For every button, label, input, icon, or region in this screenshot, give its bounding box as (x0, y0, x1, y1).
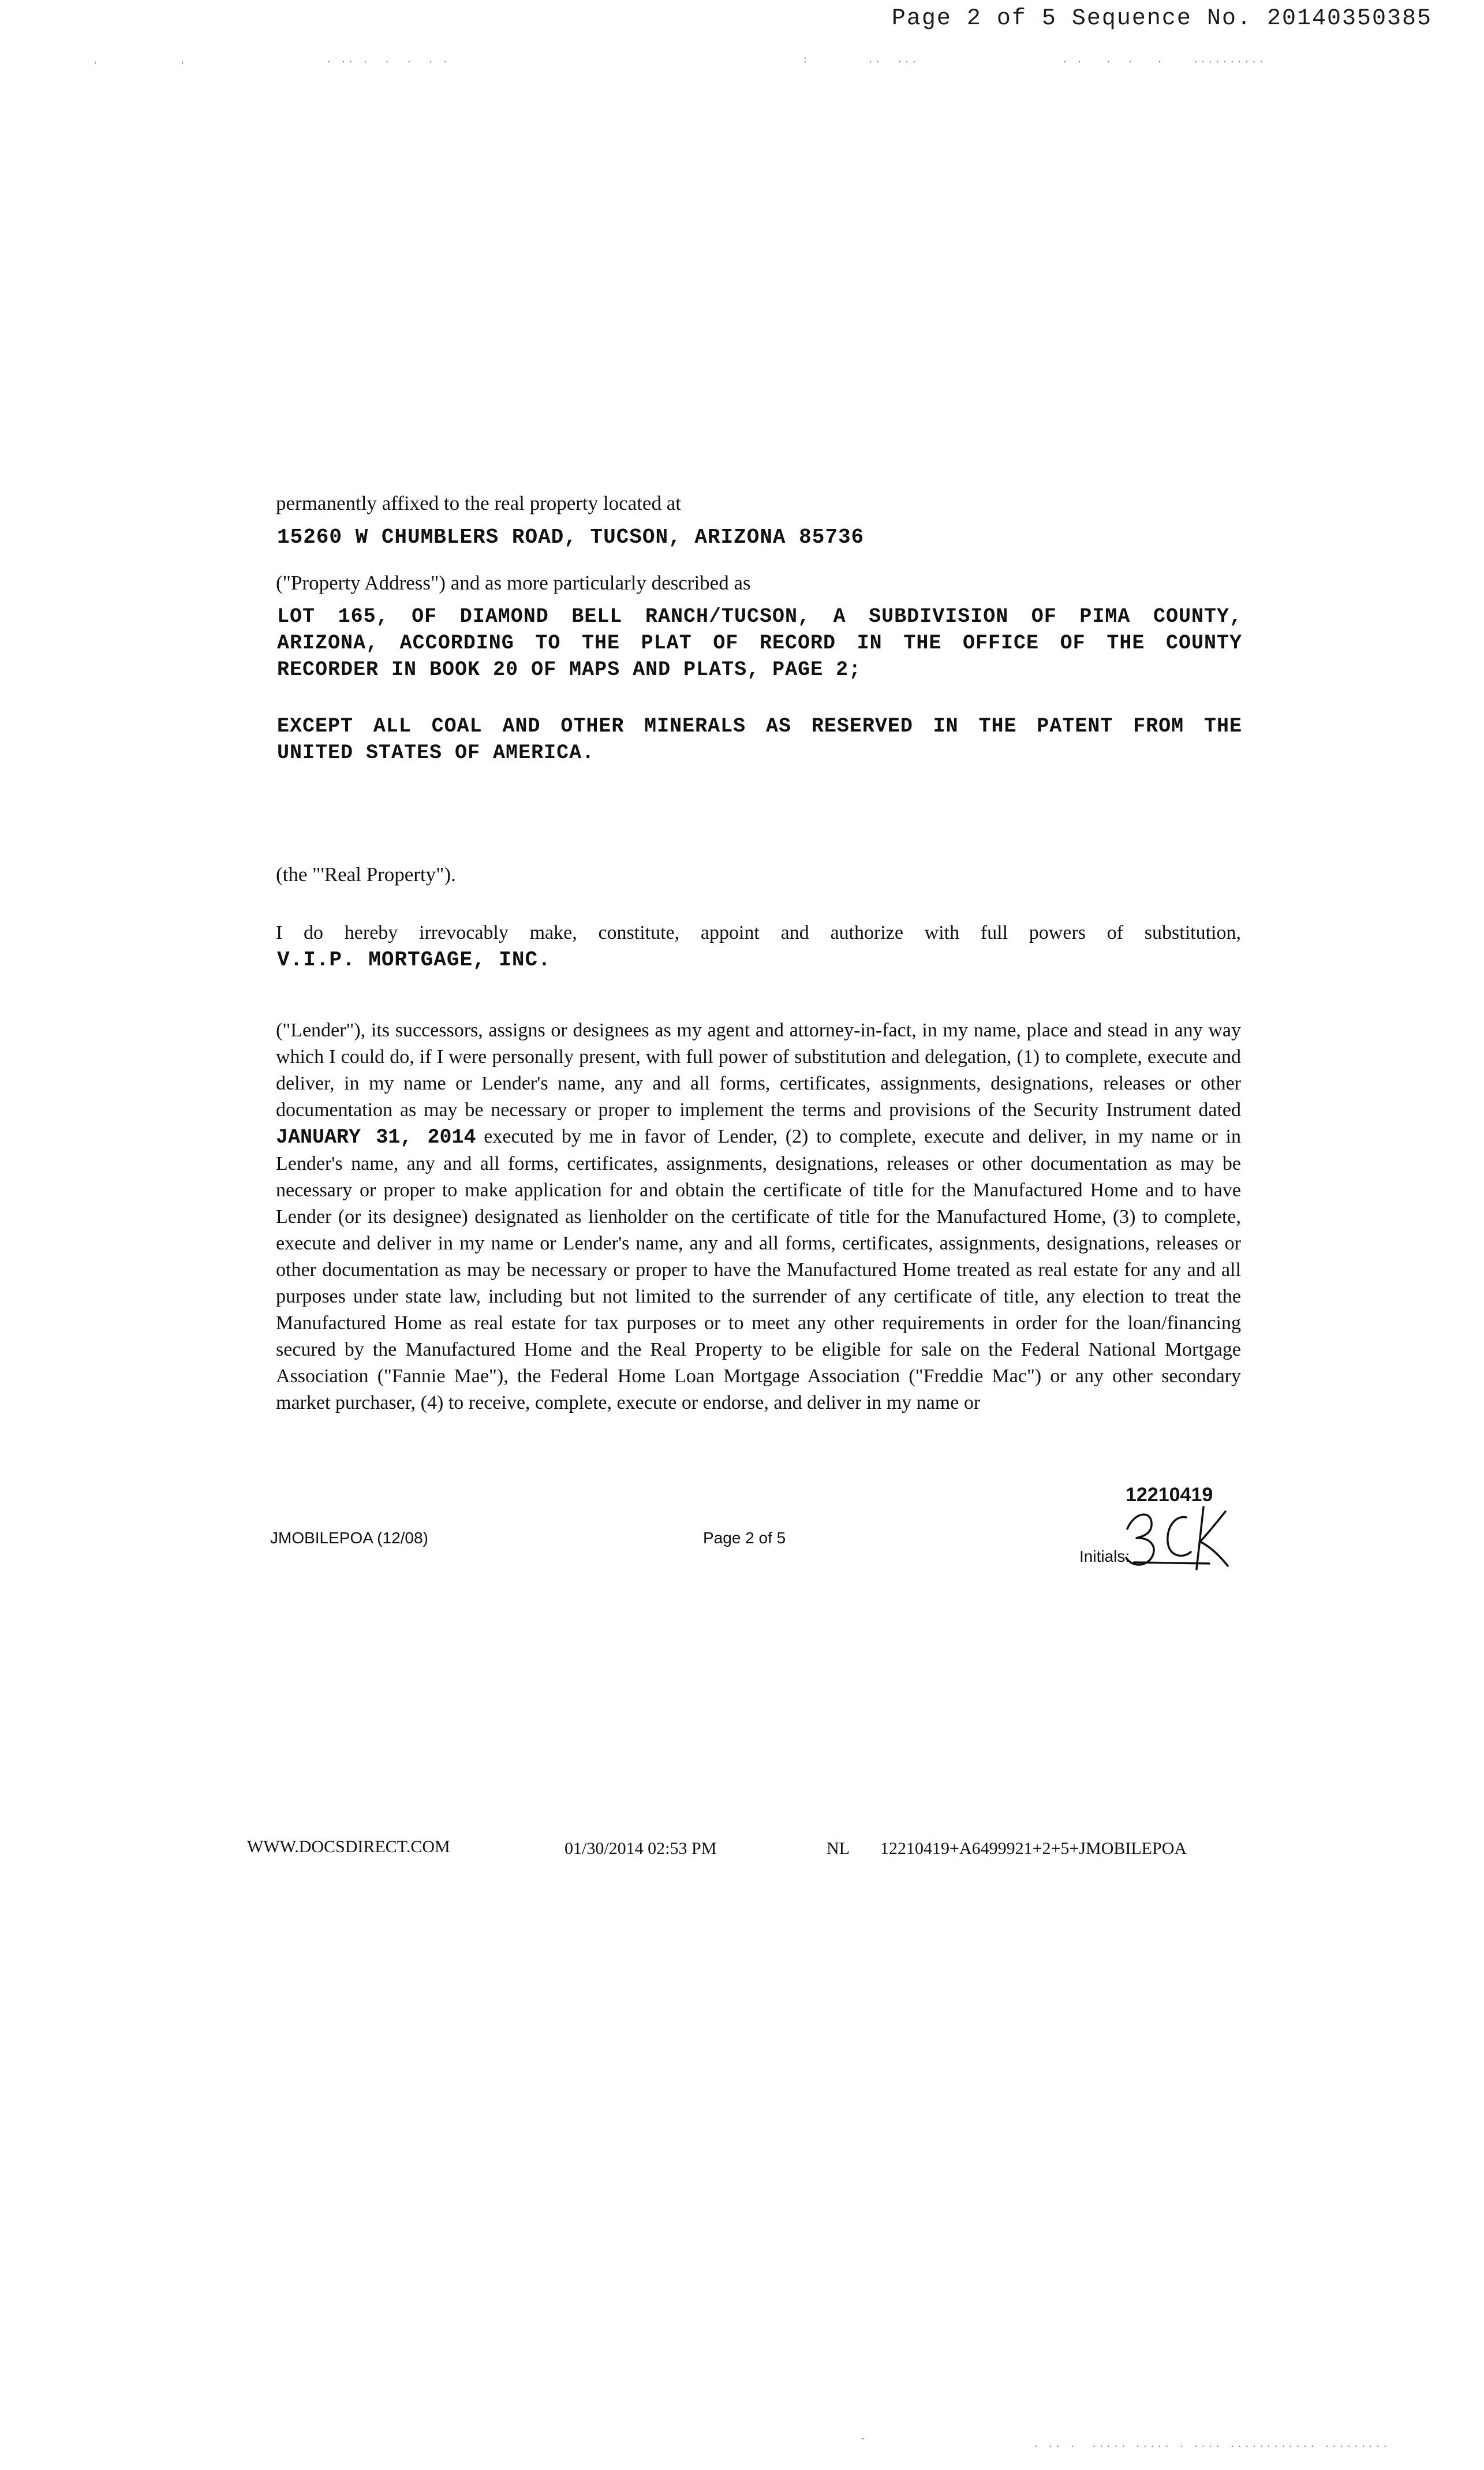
initials-signature (1123, 1501, 1232, 1573)
scan-artifact: ' ' (92, 61, 187, 71)
real-property-label: (the "'Real Property"). (276, 863, 456, 886)
footer-timestamp: 01/30/2014 02:53 PM (565, 1839, 717, 1858)
lender-name: V.I.P. MORTGAGE, INC. (277, 948, 551, 972)
initials-label: Initials: (1079, 1547, 1130, 1565)
appointment-text: I do hereby irrevocably make, constitute, appoint and authorize with full powers of substitution, (276, 922, 1241, 943)
scan-artifact: . .. . . . . . (326, 55, 450, 65)
scan-artifact: : .. ... (802, 55, 919, 65)
property-address-label: ("Property Address") and as more particularly described as (276, 572, 751, 594)
poa-body (276, 1017, 1241, 1416)
scan-artifact: . .. . ..... ..... . .... ............ ......... (1033, 2439, 1390, 2450)
form-id: JMOBILEPOA (12/08) (270, 1529, 428, 1547)
scan-artifact: - (860, 2434, 868, 2444)
scan-artifact: . . . . . .......... (1062, 55, 1266, 65)
footer-code: NL (827, 1839, 850, 1858)
sequence-stamp: Page 2 of 5 Sequence No. 20140350385 (891, 6, 1432, 32)
footer-doc-ref: 12210419+A6499921+2+5+JMOBILEPOA (880, 1839, 1187, 1858)
property-intro: permanently affixed to the real property located at (276, 492, 681, 514)
legal-description: LOT 165, OF DIAMOND BELL RANCH/TUCSON, A SUBDIVISION OF PIMA COUNTY, ARIZONA, ACCORDING TO THE PLAT OF RECORD IN THE OFFICE OF THE COUNTY RECORDER IN BOOK 20 OF MAPS AND PLATS, PAGE 2; (277, 605, 1242, 681)
loan-number: 12210419 (1126, 1484, 1213, 1506)
poa-body-part2: executed by me in favor of Lender, (2) to complete, execute and deliver, in my name or in Lender's name, any and all forms, certificates, assignments, designations, releases or other documentation as may be necessary or proper to make application for and obtain the certificate of title for the Manufactured Home and to have Lender (or its designee) designated as lienholder on the certificate of title for the Manufactured Home, (3) to complete, execute and deliver in my name or Lender's name, any and all forms, certificates, assignments, designations, releases or other documentation as may be necessary or proper to have the Manufactured Home treated as real estate for any and all purposes under state law, including but not limited to the surrender of any certificate of title, any election to treat the Manufactured Home as real estate for tax purposes or to meet any other requirements in order for the loan/financing secured by the Manufactured Home and the Real Property to be eligible for sale on the Federal National Mortgage Association ("Fannie Mae"), the Federal Home Loan Mortgage Association ("Freddie Mac") or any other secondary market purchaser, (4) to receive, complete, execute or endorse, and deliver in my name or (276, 1126, 1241, 1413)
security-instrument-date: JANUARY 31, 2014 (276, 1126, 476, 1149)
mineral-exception: EXCEPT ALL COAL AND OTHER MINERALS AS RESERVED IN THE PATENT FROM THE UNITED STATES OF AMERICA. (277, 715, 1242, 764)
form-page-number: Page 2 of 5 (703, 1529, 786, 1547)
poa-body-part1: ("Lender"), its successors, assigns or designees as my agent and attorney-in-fact, in my name, place and stead in any way which I could do, if I were personally present, with full power of substitution and delegation, (1) to complete, execute and deliver, in my name or Lender's name, any and all forms, certificates, assignments, designations, releases or other documentation as may be necessary or proper to implement the terms and provisions of the Security Instrument dated (276, 1020, 1241, 1121)
property-address: 15260 W CHUMBLERS ROAD, TUCSON, ARIZONA 85736 (277, 525, 865, 549)
footer-website: WWW.DOCSDIRECT.COM (247, 1837, 450, 1856)
